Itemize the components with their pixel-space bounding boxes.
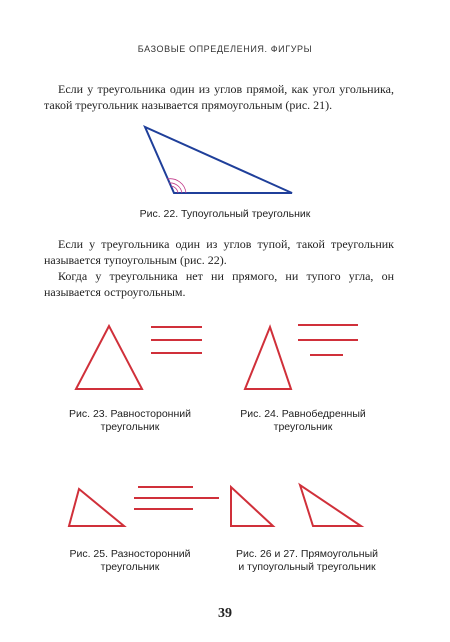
- caption-fig-23-line2: треугольник: [100, 421, 160, 433]
- paragraph-acute-triangle: Когда у треугольника нет ни прямого, ни тупого угла, он называется остроугольным.: [44, 269, 394, 299]
- caption-fig-24: [228, 408, 378, 434]
- caption-fig-23: [55, 408, 205, 434]
- caption-fig-24-line2: треугольник: [273, 421, 333, 433]
- caption-fig-25-line2: треугольник: [100, 561, 160, 573]
- caption-fig-23-line1: Рис. 23. Равносторонний: [69, 408, 191, 420]
- running-header: БАЗОВЫЕ ОПРЕДЕЛЕНИЯ. ФИГУРЫ: [137, 44, 313, 54]
- paragraph-right-triangle: Если у треугольника один из углов прямой, как угол угольника, такой треугольник называется прямоугольным (рис. 21).: [44, 82, 394, 112]
- equilateral-triangle: [76, 326, 142, 389]
- caption-fig-22: Рис. 22. Тупоугольный треугольник: [139, 208, 311, 220]
- isosceles-triangle: [245, 327, 291, 389]
- caption-fig-26-27: [222, 548, 392, 574]
- caption-fig-26-27-line2: и тупоугольный треугольник: [238, 561, 376, 573]
- page-number: 39: [218, 606, 232, 621]
- paragraph-obtuse-triangle: Если у треугольника один из углов тупой, такой треугольник называется тупоугольным (рис. 22).: [44, 237, 394, 267]
- scalene-triangle: [69, 489, 124, 526]
- caption-fig-24-line1: Рис. 24. Равнобедренный: [240, 408, 366, 420]
- right-triangle: [231, 487, 273, 526]
- obtuse-triangle-red: [300, 485, 361, 526]
- caption-fig-26-27-line1: Рис. 26 и 27. Прямоугольный: [235, 548, 378, 560]
- caption-fig-25: [55, 548, 205, 574]
- caption-fig-25-line1: Рис. 25. Разносторонний: [69, 548, 191, 560]
